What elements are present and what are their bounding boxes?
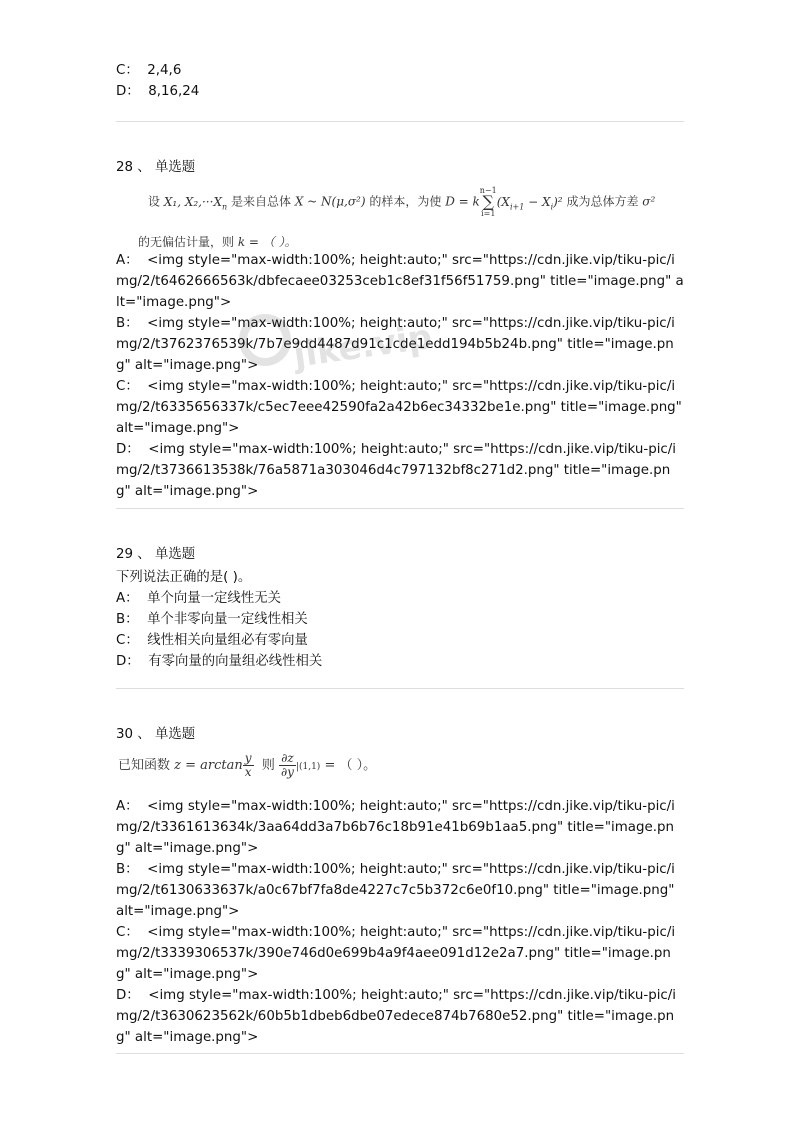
option-text: 8,16,24 [148, 84, 200, 99]
question-stem: 下列说法正确的是( )。 [116, 570, 252, 585]
option-text: 单个非零向量一定线性相关 [147, 612, 308, 627]
option-text: <img style="max-width:100%; height:auto;" src="https://cdn.jike.vip/tiku-pic/img/2/t3762376539k/7b7e9dd4487d91c1cde1edd194b5b24b.png" title="image.png" alt="image.png"> [116, 316, 675, 373]
option-row [116, 859, 684, 922]
option-label: B： [116, 862, 139, 877]
option-text: 单个向量一定线性无关 [147, 591, 281, 606]
option-label: B： [116, 612, 139, 627]
partial-derivative: $\frac{\partial z}{\partial y}$ [280, 751, 294, 779]
option-text: <img style="max-width:100%; height:auto;" src="https://cdn.jike.vip/tiku-pic/img/2/t3736613538k/76a5871a303046d4c797132bf8c271d2.png" title="image.png" alt="image.png"> [116, 442, 677, 499]
question-28-options [116, 250, 684, 502]
prev-question-options [116, 60, 684, 102]
option-row [116, 313, 684, 376]
option-label: A： [116, 799, 139, 814]
fraction: $\frac{y}{x}$ [244, 751, 252, 779]
option-row [116, 81, 684, 102]
divider [116, 121, 684, 122]
option-label: D： [116, 442, 140, 457]
option-label: D： [116, 84, 140, 99]
question-28-formula-line2: 的无偏估计量，则 k = （ ）。 [138, 235, 297, 249]
option-label: C： [116, 925, 139, 940]
divider [116, 1053, 684, 1054]
question-29-header: 29 、 单选题 [116, 547, 196, 562]
question-28-formula-line1: 设 X₁, $X_2,\cdot\cdot\cdot X_n$ 是来自总体 X ~ N(μ,σ²) 的样本，为使 D = k n−1 ∑ i=1 $(X_{i+1} - X_i)^2$ 成为总体方差 σ² [148, 186, 656, 218]
option-row [116, 985, 684, 1048]
question-28-header: 28 、 单选题 [116, 160, 196, 175]
option-row [116, 588, 684, 609]
question-30-options [116, 796, 684, 1048]
option-label: D： [116, 988, 140, 1003]
option-text: <img style="max-width:100%; height:auto;" src="https://cdn.jike.vip/tiku-pic/img/2/t3339306537k/390e746d0e699b4a9f4aee091d12e2a7.png" title="image.png" alt="image.png"> [116, 925, 676, 982]
divider [116, 688, 684, 689]
option-label: D： [116, 654, 140, 669]
question-30-formula: 已知函数 z = arctan $\frac{y}{x}$ 则 $\frac{\partial z}{\partial y}$ |(1,1) = （ ）。 [118, 751, 377, 779]
option-row [116, 60, 684, 81]
summation: n−1 ∑ i=1 [479, 186, 497, 218]
option-text: <img style="max-width:100%; height:auto;" src="https://cdn.jike.vip/tiku-pic/img/2/t3630623562k/60b5b1dbeb6dbe07edece874b7680e52.png" title="image.png" alt="image.png"> [116, 988, 677, 1045]
option-row [116, 376, 684, 439]
option-text: <img style="max-width:100%; height:auto;" src="https://cdn.jike.vip/tiku-pic/img/2/t3361613634k/3aa64dd3a7b6b76c18b91e41b69b1aa5.png" title="image.png" alt="image.png"> [116, 799, 675, 856]
option-text: 有零向量的向量组必线性相关 [148, 654, 323, 669]
question-30-header: 30 、 单选题 [116, 727, 196, 742]
option-text: <img style="max-width:100%; height:auto;" src="https://cdn.jike.vip/tiku-pic/img/2/t6130633637k/a0c67bf7fa8de4227c7c5b372c6e0f10.png" title="image.png" alt="image.png"> [116, 862, 675, 919]
divider [116, 508, 684, 509]
option-row [116, 922, 684, 985]
option-label: C： [116, 633, 139, 648]
option-row [116, 630, 684, 651]
option-label: A： [116, 591, 139, 606]
option-text: <img style="max-width:100%; height:auto;" src="https://cdn.jike.vip/tiku-pic/img/2/t6462666563k/dbfecaee03253ceb1c8ef31f56f51759.png" title="image.png" alt="image.png"> [116, 253, 684, 310]
option-text: 2,4,6 [147, 63, 182, 78]
option-text: <img style="max-width:100%; height:auto;" src="https://cdn.jike.vip/tiku-pic/img/2/t6335656337k/c5ec7eee42590fa2a42b6ec34332be1e.png" title="image.png" alt="image.png"> [116, 379, 682, 436]
option-row [116, 250, 684, 313]
option-row [116, 651, 684, 672]
option-text: 线性相关向量组必有零向量 [147, 633, 308, 648]
option-row [116, 439, 684, 502]
option-label: C： [116, 63, 139, 78]
option-label: A： [116, 253, 139, 268]
option-row [116, 609, 684, 630]
option-row [116, 796, 684, 859]
option-label: C： [116, 379, 139, 394]
svg-text:jike.vip: jike.vip [291, 316, 435, 376]
question-29-body [116, 567, 684, 672]
option-label: B： [116, 316, 139, 331]
